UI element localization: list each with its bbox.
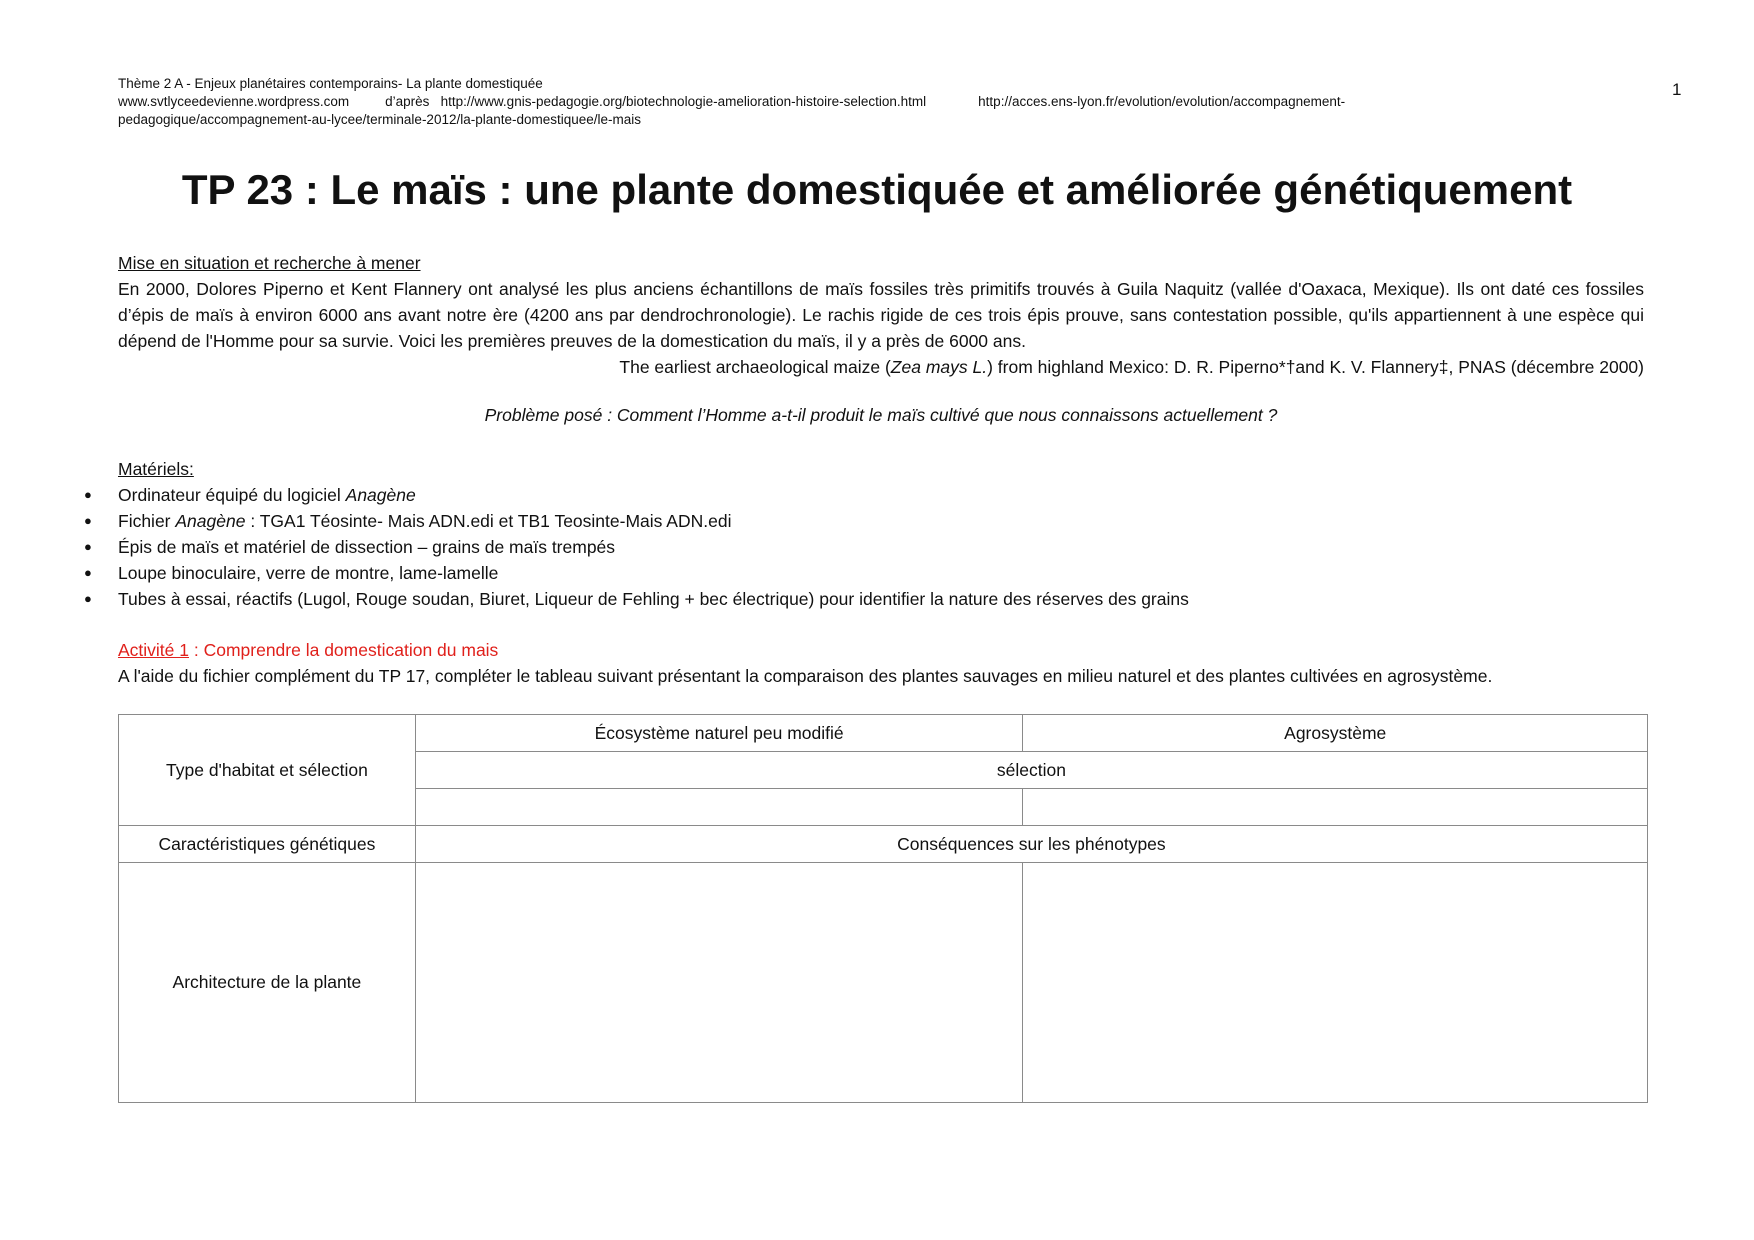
materials-heading: Matériels: (118, 459, 194, 479)
selection-header: sélection (415, 752, 1647, 789)
intro-section (118, 250, 1644, 380)
bullet-icon: ● (84, 565, 92, 580)
ref-text-after: ) from highland Mexico: D. R. Piperno*†and K. V. Flannery‡, PNAS (décembre 2000) (987, 357, 1644, 377)
genetic-label-cell: Caractéristiques génétiques (119, 826, 416, 863)
intro-heading: Mise en situation et recherche à mener (118, 253, 421, 273)
bullet-icon: ● (84, 539, 92, 554)
activity-title (118, 637, 1644, 663)
document-header (118, 75, 1345, 129)
ref-species: Zea mays L. (890, 357, 988, 377)
phenotype-consequences-header: Conséquences sur les phénotypes (415, 826, 1647, 863)
materials-section (84, 456, 1644, 612)
list-item: ● Tubes à essai, réactifs (Lugol, Rouge soudan, Biuret, Liqueur de Fehling + bec électrique) pour identifier la nature des réserves des grains (118, 586, 1644, 612)
list-item: ● Ordinateur équipé du logiciel Anagène (118, 482, 1644, 508)
list-item: ● Loupe binoculaire, verre de montre, lame-lamelle (118, 560, 1644, 586)
natural-selection-cell[interactable] (415, 789, 1023, 826)
header-sources (118, 93, 1345, 111)
natural-architecture-cell[interactable] (415, 863, 1023, 1103)
intro-reference (118, 354, 1644, 380)
materials-list (84, 482, 1644, 612)
agro-selection-cell[interactable] (1023, 789, 1648, 826)
list-item: ● Fichier Anagène : TGA1 Téosinte- Mais ADN.edi et TB1 Teosinte-Mais ADN.edi (118, 508, 1644, 534)
header-theme: Thème 2 A - Enjeux planétaires contemporains- La plante domestiquée (118, 76, 543, 91)
page-number: 1 (1672, 80, 1682, 99)
problem-statement: Problème posé : Comment l’Homme a-t-il produit le maïs cultivé que nous connaissons actuellement ? (484, 405, 1278, 425)
header-url-ens-part2[interactable]: pedagogique/accompagnement-au-lycee/terminale-2012/la-plante-domestiquee/le-mais (118, 112, 642, 127)
intro-paragraph: En 2000, Dolores Piperno et Kent Flannery ont analysé les plus anciens échantillons de maïs fossiles très primitifs trouvés à Guila Naquitz (vallée d'Oaxaca, Mexique). Ils ont daté ces fossiles d’épis de maïs à environ 6000 ans avant notre ère (4200 ans par dendrochronologie). Le rachis rigide de ces trois épis prouve, sans contestation possible, qu'ils appartiennent à une espèce qui dépend de l'Homme pour sa survie. Voici les premières preuves de la domestication du maïs, il y a près de 6000 ans. (118, 279, 1644, 351)
agro-architecture-cell[interactable] (1023, 863, 1648, 1103)
comparison-table (118, 714, 1648, 1103)
activity-number: Activité 1 (118, 640, 189, 660)
ref-text-before: The earliest archaeological maize ( (619, 357, 891, 377)
list-item: ● Épis de maïs et matériel de dissection – grains de maïs trempés (118, 534, 1644, 560)
header-url-ens-part1[interactable]: http://acces.ens-lyon.fr/evolution/evolution/accompagnement- (978, 94, 1346, 109)
bullet-icon: ● (84, 487, 92, 502)
header-site-link[interactable]: www.svtlyceedevienne.wordpress.com (118, 94, 350, 109)
architecture-label-cell: Architecture de la plante (119, 863, 416, 1103)
bullet-icon: ● (84, 591, 92, 606)
habitat-label-cell: Type d'habitat et sélection (119, 715, 416, 826)
activity-instruction: A l'aide du fichier complément du TP 17, compléter le tableau suivant présentant la comparaison des plantes sauvages en milieu naturel et des plantes cultivées en agrosystème. (118, 666, 1493, 686)
header-apres: d’après (385, 94, 430, 109)
page-title: TP 23 : Le maïs : une plante domestiquée et améliorée génétiquement (181, 166, 1573, 213)
header-url-gnis[interactable]: http://www.gnis-pedagogie.org/biotechnologie-amelioration-histoire-selection.html (440, 94, 927, 109)
activity-title-text: : Comprendre la domestication du mais (189, 640, 499, 660)
natural-ecosystem-header: Écosystème naturel peu modifié (415, 715, 1023, 752)
activity-section (118, 637, 1644, 689)
bullet-icon: ● (84, 513, 92, 528)
agrosystem-header: Agrosystème (1023, 715, 1648, 752)
